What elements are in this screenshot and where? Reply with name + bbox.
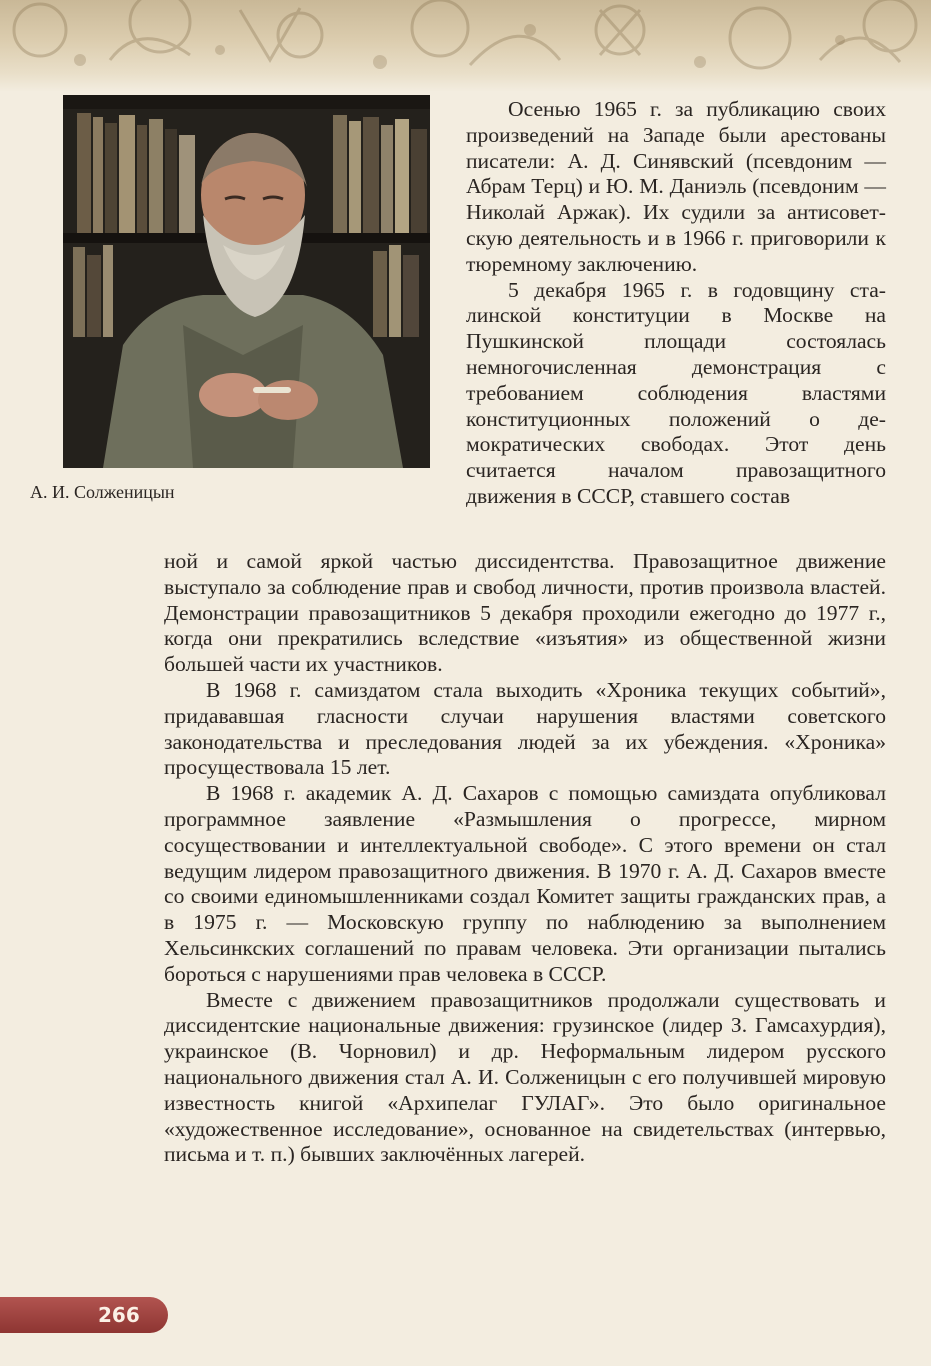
paragraph: 5 декабря 1965 г. в годовщину сталинской конституции в Москве на Пушкинской площади состоялась немногочисленная демонстрация с требованием соблюдения властями конституционных положений о демократических свободах. Этот день считается началом правозащитного движения в СССР, ставшего состав [466, 277, 886, 508]
page-number: 266 [98, 1303, 140, 1327]
decorative-pattern [0, 0, 931, 92]
paragraph: В 1968 г. академик А. Д. Сахаров с помощью самиздата опубликовал программное заявление «Размышления о прогрессе, мирном сосуществовании и интеллектуальной свободе». С этого времени он стал ведущим лидером правозащитного движения. В 1970 г. А. Д. Сахаров вместе со своими единомышленниками создал Комитет защиты гражданских прав, а в 1975 г. — Московскую группу по наблюдению за выполнением Хельсинкских соглашений по правам человека. Эти организации пытались бороться с нарушениями прав человека в СССР. [164, 781, 886, 986]
text-column-right [466, 97, 886, 510]
paragraph: Осенью 1965 г. за публикацию своих произведений на Западе были арестованы писатели: А. Д. Синявский (псевдоним — Абрам Терц) и Ю. М. Даниэль (псевдоним — Николай Аржак). Их судили за антисоветскую деятельность и в 1966 г. приговорили к тюремному заключению. [466, 97, 886, 276]
paragraph: Вместе с движением правозащитников продолжали существовать и диссидентские национальные движения: грузинское (лидер З. Гамсахурдия), украинское (В. Чорновил) и др. Неформальным лидером русского национального движения стал А. И. Солженицын с его получившей мировую известность книгой «Архипелаг ГУЛАГ». Это было оригинальное «художественное исследование», основанное на свидетельствах (интервью, письма и т. п.) бывших заключённых лагерей. [164, 987, 886, 1167]
portrait-photo [63, 95, 430, 468]
text-column-wide [164, 549, 886, 1168]
photo-caption: А. И. Солженицын [30, 482, 175, 502]
decorative-header-band [0, 0, 931, 92]
paragraph-continuation: ной и самой яркой частью диссидентства. Правозащитное движение выступало за соблюдение прав и свобод личности, против произвола властей. Демонстрации правозащитников 5 декабря проходили ежегодно до 1977 г., когда они прекратились вследствие «изъятия» из общественной жизни большей части их участников. [164, 549, 886, 677]
portrait-illustration [63, 95, 430, 468]
paragraph: В 1968 г. самиздатом стала выходить «Хроника текущих событий», придававшая гласности случаи нарушения властями советского законодательства и преследования людей за их убеждения. «Хроника» просуществовала 15 лет. [164, 677, 886, 780]
